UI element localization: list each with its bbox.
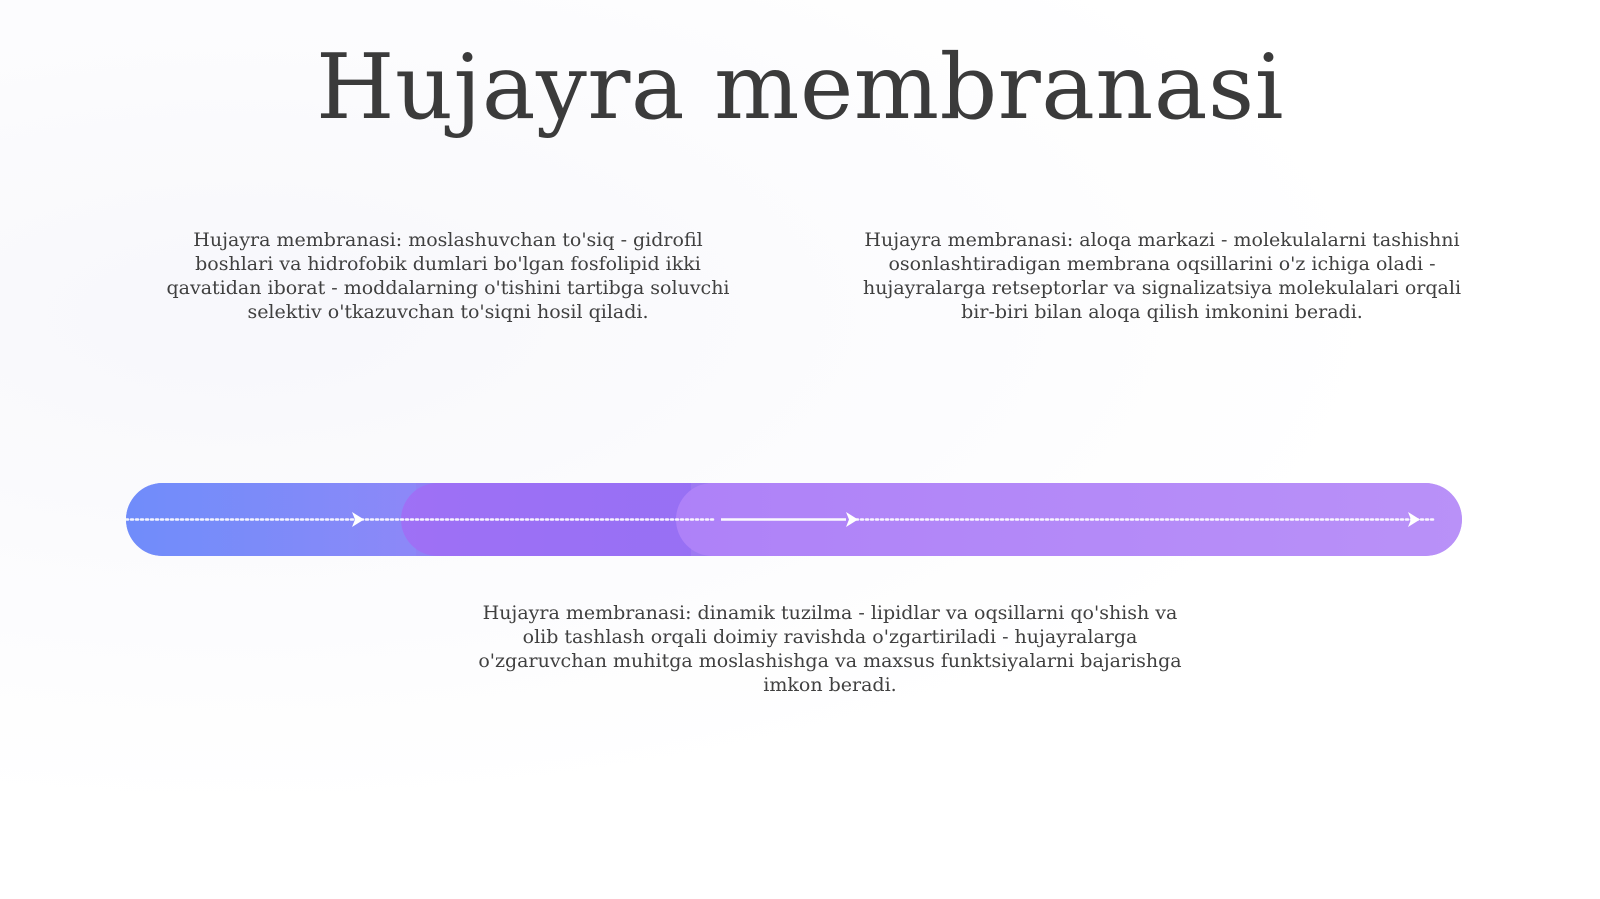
paragraph-bottom-center: Hujayra membranasi: dinamik tuzilma - lipidlar va oqsillarni qo'shish va olib tashlash orqali doimiy ravishda o'zgartiriladi - hujayralarga o'zgaruvchan muhitga moslashishga va maxsus funktsiyalarni bajarishga imkon beradi.	[478, 602, 1182, 696]
timeline-bar	[126, 483, 1462, 556]
slide-title: Hujayra membranasi	[316, 35, 1284, 140]
paragraph-top-left: Hujayra membranasi: moslashuvchan to'siq - gidrofil boshlari va hidrofobik dumlari bo'lgan fosfolipid ikki qavatidan iborat - moddalarning o'tishini tartibga soluvchi selektiv o'tkazuvchan to'siqni hosil qiladi.	[166, 229, 730, 323]
arrow-head-icon	[846, 512, 858, 527]
paragraph-top-right: Hujayra membranasi: aloqa markazi - molekulalarni tashishni osonlashtiradigan membrana oqsillarini o'z ichiga oladi - hujayralarga retseptorlar va signalizatsiya molekulalari orqali bir-biri bilan aloqa qilish imkonini beradi.	[862, 229, 1462, 323]
timeline-arrow	[126, 483, 1462, 556]
